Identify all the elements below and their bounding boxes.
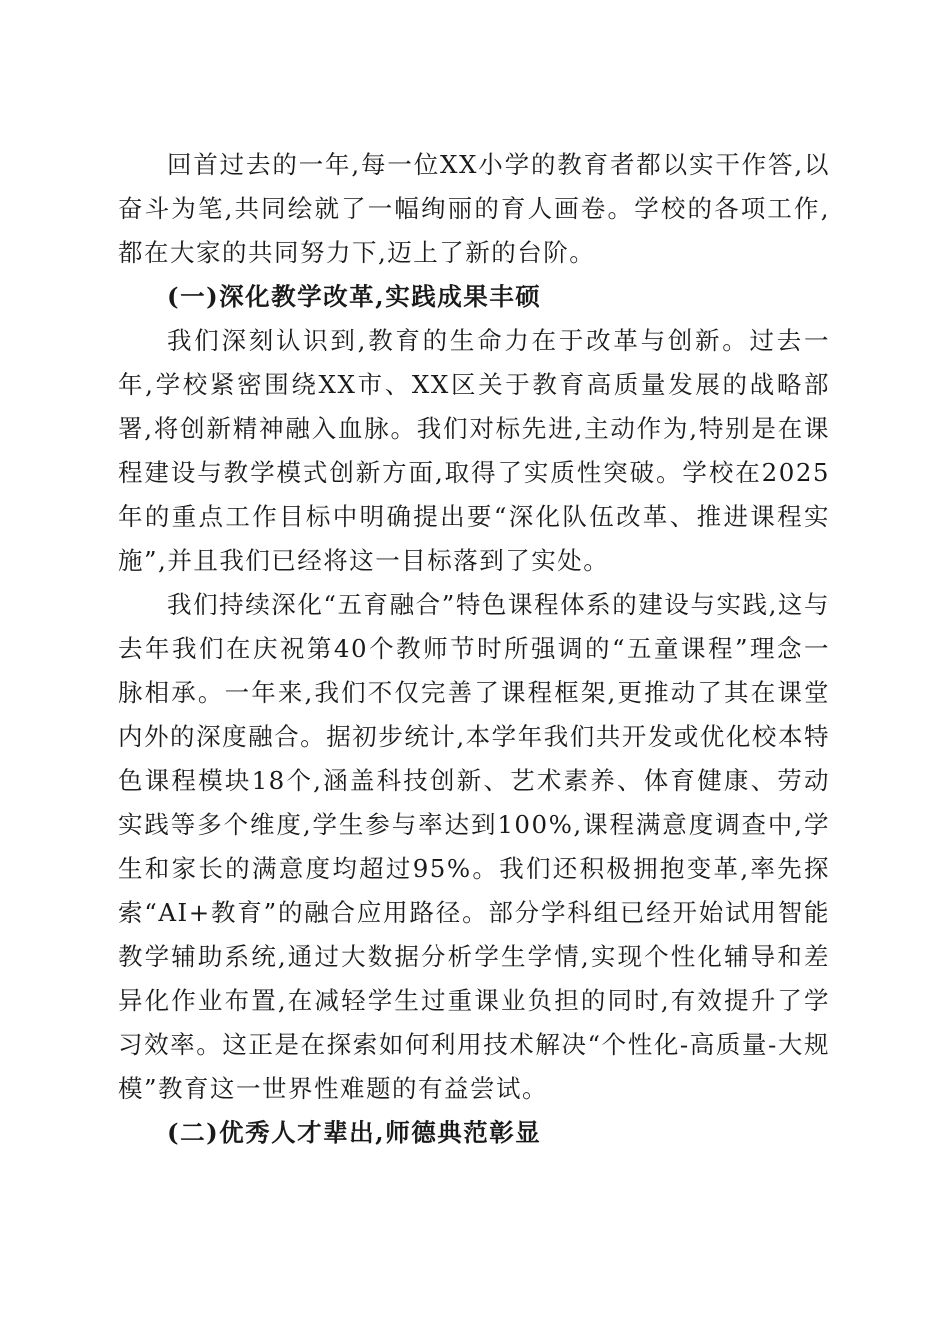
section-heading-1: (一)深化教学改革,实践成果丰硕 (167, 282, 542, 311)
body-paragraph-2: 我们持续深化“五育融合”特色课程体系的建设与实践,这与去年我们在庆祝第40个教师节时所强调的“五童课程”理念一脉相承。一年来,我们不仅完善了课程框架,更推动了其在课堂内外的深度融合。据初步统计,本学年我们共开发或优化校本特色课程模块18个,涵盖科技创新、艺术素养、体育健康、劳动实践等多个维度,学生参与率达到100%,课程满意度调查中,学生和家长的满意度均超过95%。我们还积极拥抱变革,率先探索“AI+教育”的融合应用路径。部分学科组已经开始试用智能教学辅助系统,通过大数据分析学生学情,实现个性化辅导和差异化作业布置,在减轻学生过重课业负担的同时,有效提升了学习效率。这正是在探索如何利用技术解决“个性化-高质量-大规模”教育这一世界性难题的有益尝试。 (118, 590, 830, 1103)
document-body (118, 143, 830, 1155)
body-paragraph-1: 我们深刻认识到,教育的生命力在于改革与创新。过去一年,学校紧密围绕XX市、XX区关于教育高质量发展的战略部署,将创新精神融入血脉。我们对标先进,主动作为,特别是在课程建设与教学模式创新方面,取得了实质性突破。学校在2025年的重点工作目标中明确提出要“深化队伍改革、推进课程实施”,并且我们已经将这一目标落到了实处。 (118, 326, 830, 575)
intro-paragraph: 回首过去的一年,每一位XX小学的教育者都以实干作答,以奋斗为笔,共同绘就了一幅绚丽的育人画卷。学校的各项工作,都在大家的共同努力下,迈上了新的台阶。 (118, 150, 830, 267)
section-heading-2: (二)优秀人才辈出,师德典范彰显 (167, 1118, 542, 1147)
